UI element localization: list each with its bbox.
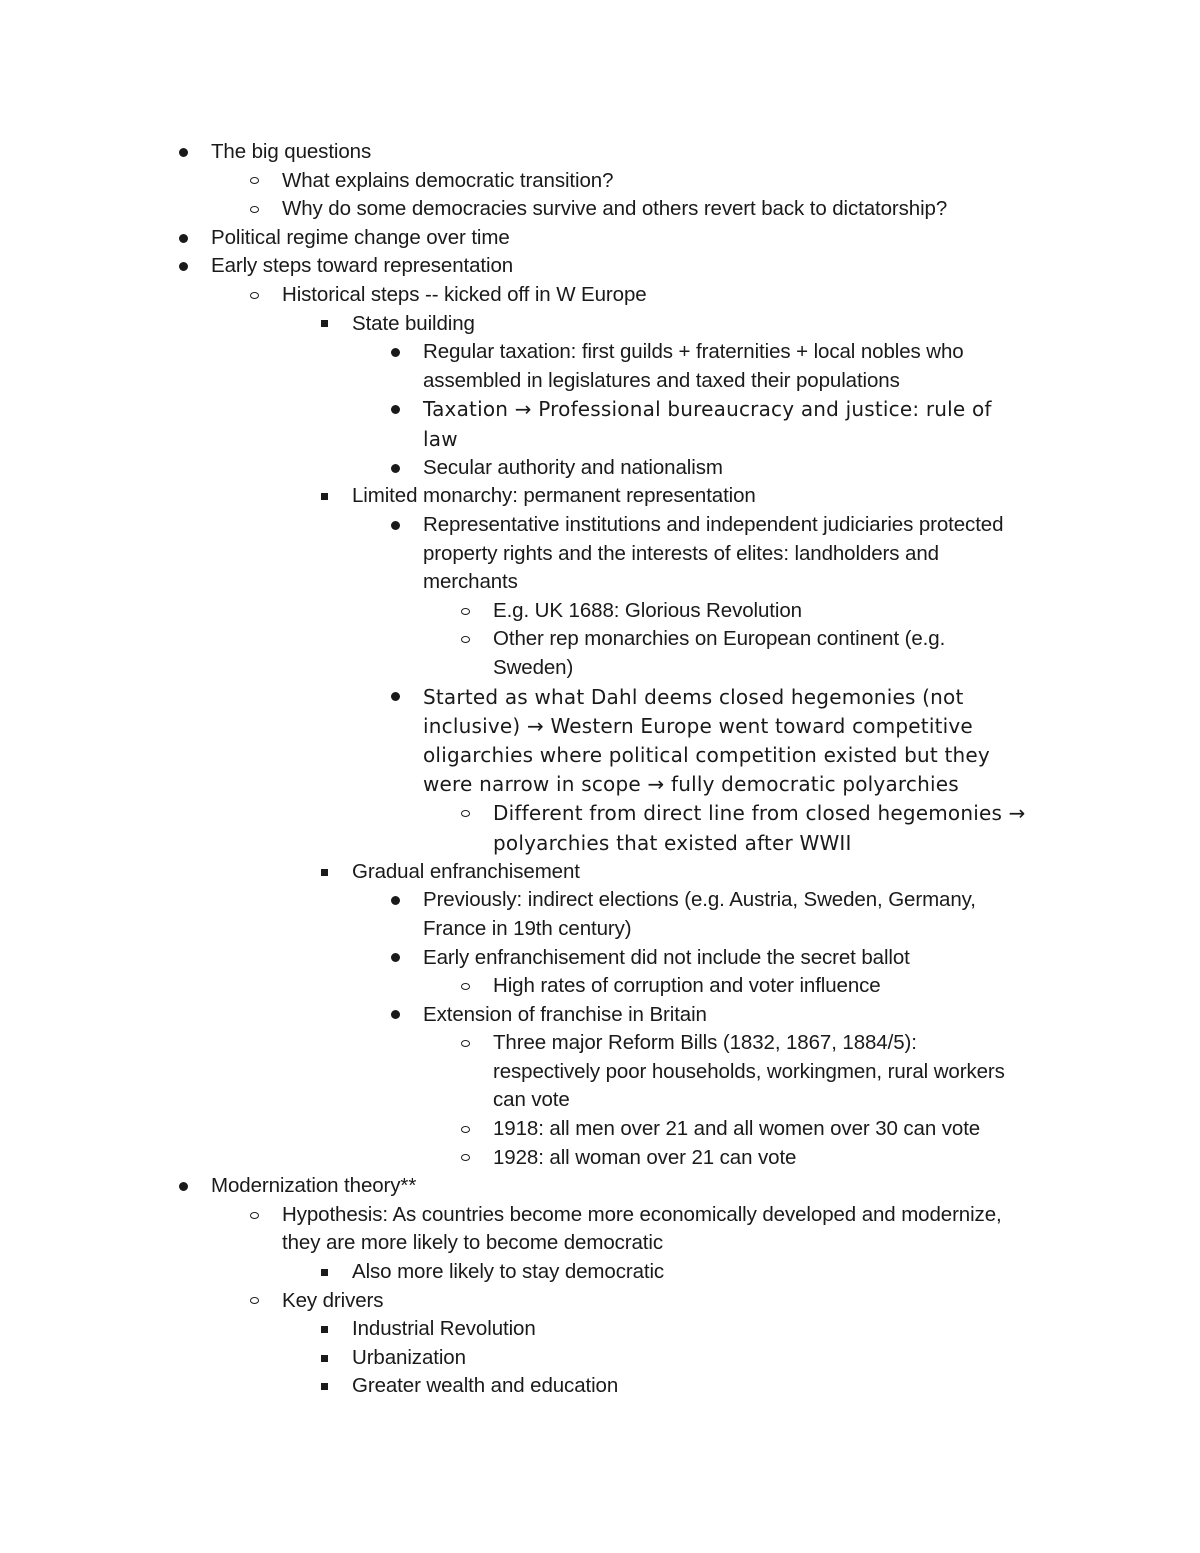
outline-item — [0, 338, 1200, 367]
outline-item — [0, 511, 1200, 540]
outline-text: Extension of franchise in Britain — [423, 1002, 707, 1026]
outline-text: Started as what Dahl deems closed hegemonies (not — [423, 684, 964, 709]
outline-item — [0, 195, 1200, 224]
outline-text: Early steps toward representation — [211, 254, 514, 278]
disc-bullet-icon — [388, 683, 402, 712]
outline-text: Hypothesis: As countries become more economically developed and modernize, — [282, 1202, 1002, 1226]
outline-item — [0, 683, 1200, 712]
outline-text: polyarchies that existed after WWII — [493, 830, 852, 855]
outline-continuation-line — [0, 770, 1200, 799]
outline-text: Sweden) — [493, 655, 574, 679]
square-bullet-icon — [317, 858, 331, 887]
outline-item — [0, 972, 1200, 1001]
outline-item — [0, 1201, 1200, 1230]
outline-item — [0, 858, 1200, 887]
outline-text: respectively poor households, workingmen, rural workers — [493, 1059, 1005, 1083]
square-bullet-icon — [317, 482, 331, 511]
disc-bullet-icon — [388, 338, 402, 367]
disc-bullet-icon — [388, 454, 402, 483]
disc-bullet-icon — [388, 511, 402, 540]
outline-text: Historical steps -- kicked off in W Europe — [282, 282, 647, 306]
outline-text: were narrow in scope → fully democratic polyarchies — [423, 772, 959, 797]
outline-text: France in 19th century) — [423, 916, 632, 940]
outline-item — [0, 886, 1200, 915]
outline-continuation-line — [0, 1086, 1200, 1115]
notes-page — [0, 138, 1200, 1401]
outline-text: Key drivers — [282, 1288, 384, 1312]
outline-item — [0, 1115, 1200, 1144]
outline-continuation-line — [0, 568, 1200, 597]
outline-text: Urbanization — [352, 1345, 466, 1369]
outline-text: oligarchies where political competition existed but they — [423, 742, 990, 767]
outline-text: E.g. UK 1688: Glorious Revolution — [493, 598, 802, 622]
outline-text: Political regime change over time — [211, 225, 510, 249]
outline-item — [0, 482, 1200, 511]
outline-text: law — [423, 426, 458, 451]
outline-item — [0, 1029, 1200, 1058]
outline-item — [0, 167, 1200, 196]
outline-item — [0, 597, 1200, 626]
disc-bullet-icon — [176, 138, 190, 167]
outline-text: they are more likely to become democratic — [282, 1231, 664, 1255]
disc-bullet-icon — [388, 1001, 402, 1030]
outline-item — [0, 224, 1200, 253]
outline-item — [0, 625, 1200, 654]
disc-bullet-icon — [388, 944, 402, 973]
circle-bullet-icon — [458, 972, 472, 1001]
outline-item — [0, 395, 1200, 424]
outline-text: 1918: all men over 21 and all women over 30 can vote — [493, 1117, 981, 1141]
outline-continuation-line — [0, 741, 1200, 770]
outline-text: Three major Reform Bills (1832, 1867, 1884/5): — [493, 1031, 917, 1055]
square-bullet-icon — [317, 310, 331, 339]
square-bullet-icon — [317, 1258, 331, 1287]
outline-item — [0, 944, 1200, 973]
outline-item — [0, 799, 1200, 828]
outline-item — [0, 1144, 1200, 1173]
circle-bullet-icon — [458, 1115, 472, 1144]
outline-continuation-line — [0, 367, 1200, 396]
outline-text: Representative institutions and independent judiciaries protected — [423, 512, 1004, 536]
outline-text: Also more likely to stay democratic — [352, 1260, 665, 1284]
outline-continuation-line — [0, 1058, 1200, 1087]
disc-bullet-icon — [176, 252, 190, 281]
outline-text: Different from direct line from closed hegemonies → — [493, 801, 1026, 826]
outline-continuation-line — [0, 829, 1200, 858]
disc-bullet-icon — [176, 224, 190, 253]
circle-bullet-icon — [247, 167, 261, 196]
outline-text: inclusive) → Western Europe went toward competitive — [423, 713, 973, 738]
square-bullet-icon — [317, 1315, 331, 1344]
outline-text: Regular taxation: first guilds + fraternities + local nobles who — [423, 340, 964, 364]
outline-text: State building — [352, 311, 475, 335]
square-bullet-icon — [317, 1344, 331, 1373]
outline-continuation-line — [0, 915, 1200, 944]
outline-item — [0, 1258, 1200, 1287]
circle-bullet-icon — [458, 799, 472, 828]
outline-text: merchants — [423, 570, 518, 594]
square-bullet-icon — [317, 1372, 331, 1401]
circle-bullet-icon — [458, 1144, 472, 1173]
outline-item — [0, 252, 1200, 281]
outline-text: Industrial Revolution — [352, 1317, 536, 1341]
outline-text: Taxation → Professional bureaucracy and justice: rule of — [423, 397, 992, 422]
circle-bullet-icon — [247, 195, 261, 224]
outline-item — [0, 1287, 1200, 1316]
outline-item — [0, 1344, 1200, 1373]
outline-text: Gradual enfranchisement — [352, 859, 580, 883]
outline-item — [0, 1372, 1200, 1401]
outline-continuation-line — [0, 712, 1200, 741]
outline-continuation-line — [0, 1229, 1200, 1258]
outline-item — [0, 1315, 1200, 1344]
outline-item — [0, 138, 1200, 167]
outline-text: assembled in legislatures and taxed their populations — [423, 368, 900, 392]
outline-text: Why do some democracies survive and others revert back to dictatorship? — [282, 197, 948, 221]
disc-bullet-icon — [388, 886, 402, 915]
circle-bullet-icon — [458, 1029, 472, 1058]
outline-text: Modernization theory** — [211, 1174, 417, 1198]
outline-continuation-line — [0, 425, 1200, 454]
circle-bullet-icon — [247, 1201, 261, 1230]
disc-bullet-icon — [176, 1172, 190, 1201]
circle-bullet-icon — [247, 1287, 261, 1316]
outline-text: Other rep monarchies on European continent (e.g. — [493, 627, 946, 651]
outline-item — [0, 281, 1200, 310]
outline-item — [0, 454, 1200, 483]
outline-text: can vote — [493, 1088, 570, 1112]
outline-text: Limited monarchy: permanent representation — [352, 484, 756, 508]
outline-text: 1928: all woman over 21 can vote — [493, 1145, 797, 1169]
circle-bullet-icon — [458, 597, 472, 626]
outline-item — [0, 1001, 1200, 1030]
circle-bullet-icon — [458, 625, 472, 654]
outline-item — [0, 310, 1200, 339]
outline-text: property rights and the interests of elites: landholders and — [423, 541, 939, 565]
outline-text: Previously: indirect elections (e.g. Austria, Sweden, Germany, — [423, 888, 976, 912]
outline-text: High rates of corruption and voter influence — [493, 974, 881, 998]
outline-text: What explains democratic transition? — [282, 168, 614, 192]
outline-continuation-line — [0, 540, 1200, 569]
outline-text: Greater wealth and education — [352, 1374, 619, 1398]
disc-bullet-icon — [388, 395, 402, 424]
outline-item — [0, 1172, 1200, 1201]
outline-text: Early enfranchisement did not include the secret ballot — [423, 945, 910, 969]
outline-text: The big questions — [211, 140, 372, 163]
outline-continuation-line — [0, 654, 1200, 683]
circle-bullet-icon — [247, 281, 261, 310]
outline-text: Secular authority and nationalism — [423, 455, 723, 479]
